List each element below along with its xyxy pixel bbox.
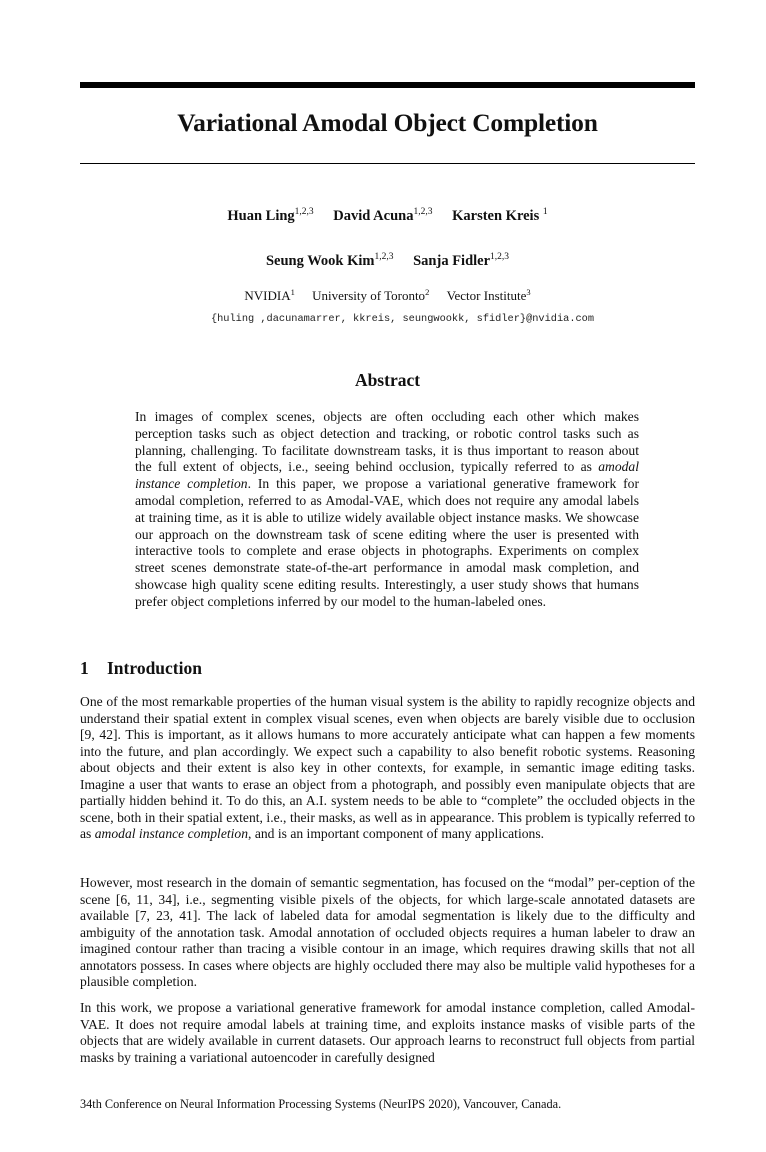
paper-title: Variational Amodal Object Completion bbox=[177, 108, 598, 137]
author bbox=[452, 207, 548, 225]
paragraph-text-part: One of the most remarkable properties of the human visual system is the ability to rapidly recognize objects and understand their spatial extent in complex visual scenes, even when objects are barely visible due to occlusion [9, 42]. This is important, as it allows humans to more accurately anticipate what can happen a few moments into the future, and plan accordingly. We expect such a capability to also benefit robotic systems. Reasoning about objects and their extent is also key in other contexts, for example, in semantic image editing tasks. Imagine a user that wants to erase an object from a photograph, and possibly even manipulate objects that are partially hidden behind it. To do this, an A.I. system needs to be able to “complete” the occluded objects in the scene, both in their spatial extent, i.e., their masks, as well as in appearance. This problem is typically referred to as bbox=[80, 694, 695, 841]
title-top-rule bbox=[80, 82, 695, 88]
abstract-text bbox=[135, 409, 639, 611]
abstract-text-part: In images of complex scenes, objects are often occluding each other which makes perception tasks such as object detection and tracking, or robotic control tasks such as planning, challenging. To facilitate downstream tasks, it is thus important to reason about the full extent of objects, i.e., seeing behind occlusion, typically referred to as bbox=[135, 409, 639, 475]
author-affiliation-mark: 1,2,3 bbox=[294, 207, 314, 217]
author bbox=[266, 252, 394, 270]
author-affiliation-mark: 1 bbox=[542, 207, 548, 217]
affiliation bbox=[312, 287, 429, 304]
author bbox=[227, 207, 313, 225]
author bbox=[413, 252, 509, 270]
section-heading-introduction bbox=[80, 658, 202, 679]
author-affiliation-mark: 1,2,3 bbox=[374, 252, 394, 262]
affiliation-name: Vector Institute bbox=[446, 288, 527, 303]
author-name: Huan Ling bbox=[227, 208, 295, 224]
paragraph-emphasis: amodal instance completion bbox=[94, 826, 249, 841]
section-title: Introduction bbox=[107, 658, 202, 678]
paragraph-text-part: , and is an important component of many applications. bbox=[248, 826, 545, 841]
author-name: David Acuna bbox=[333, 208, 414, 224]
affiliation-mark: 2 bbox=[425, 287, 430, 297]
intro-paragraph-2: However, most research in the domain of semantic segmentation, has focused on the “modal” per-ception of the scene [6, 11, 34], i.e., segmenting visible pixels of the objects, for which large-scale annotated datasets are available [7, 23, 41]. The lack of labeled data for amodal segmentation is likely due to the difficulty and ambiguity of the annotation task. Amodal annotation of occluded objects requires a human labeler to draw an imagined contour rather than tracing a visible contour in an image, which requires drawing skills that not all annotators possess. In cases where objects are highly occluded there may also be multiple valid hypotheses for a plausible completion. bbox=[80, 875, 695, 989]
title-bottom-rule bbox=[80, 163, 695, 164]
section-number: 1 bbox=[80, 658, 89, 678]
abstract-heading: Abstract bbox=[354, 370, 421, 390]
affiliation-name: NVIDIA bbox=[244, 288, 291, 303]
affiliation-mark: 1 bbox=[290, 287, 295, 297]
author-name: Seung Wook Kim bbox=[265, 253, 375, 269]
abstract-emphasis: amodal instance completion bbox=[135, 459, 639, 492]
affiliation bbox=[244, 287, 294, 304]
intro-paragraph-3: In this work, we propose a variational generative framework for amodal instance completion, called Amodal-VAE. It does not require amodal labels at training time, and exploits instance masks of visible parts of the objects that are widely available in current datasets. Our approach learns to reconstruct full objects from partial masks by training a variational autoencoder in carefully designed bbox=[80, 1000, 695, 1065]
author-emails: {huling ,dacunamarrer, kkreis, seungwookk, sfidler}@nvidia.com bbox=[210, 313, 595, 325]
author-affiliation-mark: 1,2,3 bbox=[413, 207, 433, 217]
abstract-text-part: . In this paper, we propose a variational generative framework for amodal completion, referred to as Amodal-VAE, which does not require any amodal labels at training time, as it is able to utilize widely available object instance masks. We showcase our approach on the downstream task of scene editing where the user is presented with interactive tools to complete and erase objects in photographs. Experiments on complex street scenes demonstrate state-of-the-art performance in amodal mask completion, and showcase high quality scene editing results. Interestingly, a user study shows that humans prefer object completions inferred by our model to the human-labeled ones. bbox=[135, 476, 639, 609]
affiliations bbox=[80, 287, 695, 304]
affiliation-mark: 3 bbox=[526, 287, 531, 297]
author-name: Karsten Kreis bbox=[452, 208, 540, 224]
author-affiliation-mark: 1,2,3 bbox=[490, 252, 510, 262]
intro-paragraph-1 bbox=[80, 694, 695, 843]
affiliation bbox=[447, 287, 531, 304]
conference-footnote: 34th Conference on Neural Information Processing Systems (NeurIPS 2020), Vancouver, Canada. bbox=[80, 1097, 562, 1111]
author-row-2 bbox=[80, 252, 695, 270]
author-row-1 bbox=[80, 207, 695, 225]
author bbox=[333, 207, 432, 225]
affiliation-name: University of Toronto bbox=[312, 288, 426, 303]
author-name: Sanja Fidler bbox=[413, 253, 491, 269]
